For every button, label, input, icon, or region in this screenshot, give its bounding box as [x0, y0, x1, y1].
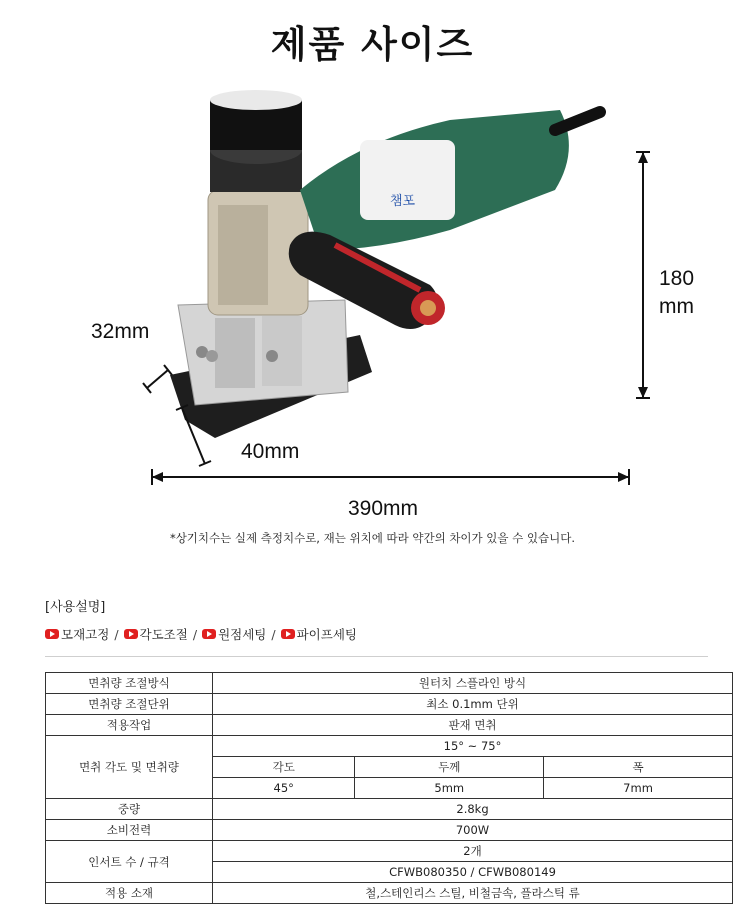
spec-value: 2.8kg	[213, 799, 733, 820]
usage-heading: [사용설명]	[45, 600, 106, 615]
spec-value: 45°	[213, 778, 355, 799]
divider	[45, 656, 708, 657]
spec-label: 면취 각도 및 면취량	[46, 736, 213, 799]
measurement-note: *상기치수는 실제 측정치수로, 재는 위치에 따라 약간의 차이가 있을 수 있습니다.	[169, 531, 576, 545]
link-separator: /	[114, 626, 119, 642]
spec-label: 면취량 조절단위	[46, 694, 213, 715]
youtube-icon	[45, 629, 59, 639]
spec-value: 판재 면취	[213, 715, 733, 736]
table-row	[46, 799, 733, 820]
spec-value: 700W	[213, 820, 733, 841]
link-separator: /	[192, 626, 198, 642]
table-row	[46, 715, 733, 736]
spec-table	[45, 672, 733, 904]
spec-subheader: 각도	[213, 757, 355, 778]
length-label: 390mm	[348, 497, 419, 520]
handle-cap-center	[420, 300, 436, 316]
video-link-fixing[interactable]: 모재고정	[61, 627, 110, 642]
depth-dimension-line	[147, 370, 168, 388]
width-label: 40mm	[241, 440, 300, 463]
spec-label: 면취량 조절방식	[46, 673, 213, 694]
table-row	[46, 694, 733, 715]
dial-top	[210, 90, 302, 110]
spec-value: 원터치 스플라인 방식	[213, 673, 733, 694]
height-unit: mm	[659, 295, 695, 318]
spec-label: 적용작업	[46, 715, 213, 736]
screw-icon	[266, 350, 278, 362]
video-links	[45, 625, 357, 643]
table-row	[46, 883, 733, 904]
youtube-icon	[124, 629, 138, 639]
youtube-icon	[202, 629, 216, 639]
table-row	[46, 736, 733, 757]
spec-subheader: 두께	[355, 757, 544, 778]
spec-subheader: 폭	[544, 757, 733, 778]
video-link-pipe[interactable]: 파이프세팅	[296, 627, 357, 642]
height-label	[659, 265, 694, 321]
brand-label: 챔포	[390, 194, 416, 209]
spec-value: 최소 0.1mm 단위	[213, 694, 733, 715]
spec-label: 적용 소재	[46, 883, 213, 904]
housing-panel	[262, 316, 302, 386]
video-link-angle[interactable]: 각도조절	[139, 627, 188, 642]
spec-value: CFWB080350 / CFWB080149	[213, 862, 733, 883]
page-title: 제품 사이즈	[270, 23, 475, 66]
spec-value: 5mm	[355, 778, 544, 799]
screw-icon	[206, 350, 218, 362]
height-value: 180	[659, 267, 695, 290]
table-row	[46, 841, 733, 862]
table-row	[46, 820, 733, 841]
depth-label: 32mm	[91, 320, 150, 343]
table-row	[46, 673, 733, 694]
housing-panel	[215, 318, 255, 388]
spec-value: 2개	[213, 841, 733, 862]
spec-value: 15° ~ 75°	[213, 736, 733, 757]
spec-label: 인서트 수 / 규격	[46, 841, 213, 883]
video-link-origin[interactable]: 원점세팅	[218, 627, 267, 642]
spec-value: 7mm	[544, 778, 733, 799]
gear-column-fin	[218, 205, 268, 305]
youtube-icon	[281, 629, 295, 639]
link-separator: /	[271, 626, 276, 642]
spec-label: 중량	[46, 799, 213, 820]
spec-label: 소비전력	[46, 820, 213, 841]
spec-value: 철,스테인리스 스틸, 비철금속, 플라스틱 류	[213, 883, 733, 904]
